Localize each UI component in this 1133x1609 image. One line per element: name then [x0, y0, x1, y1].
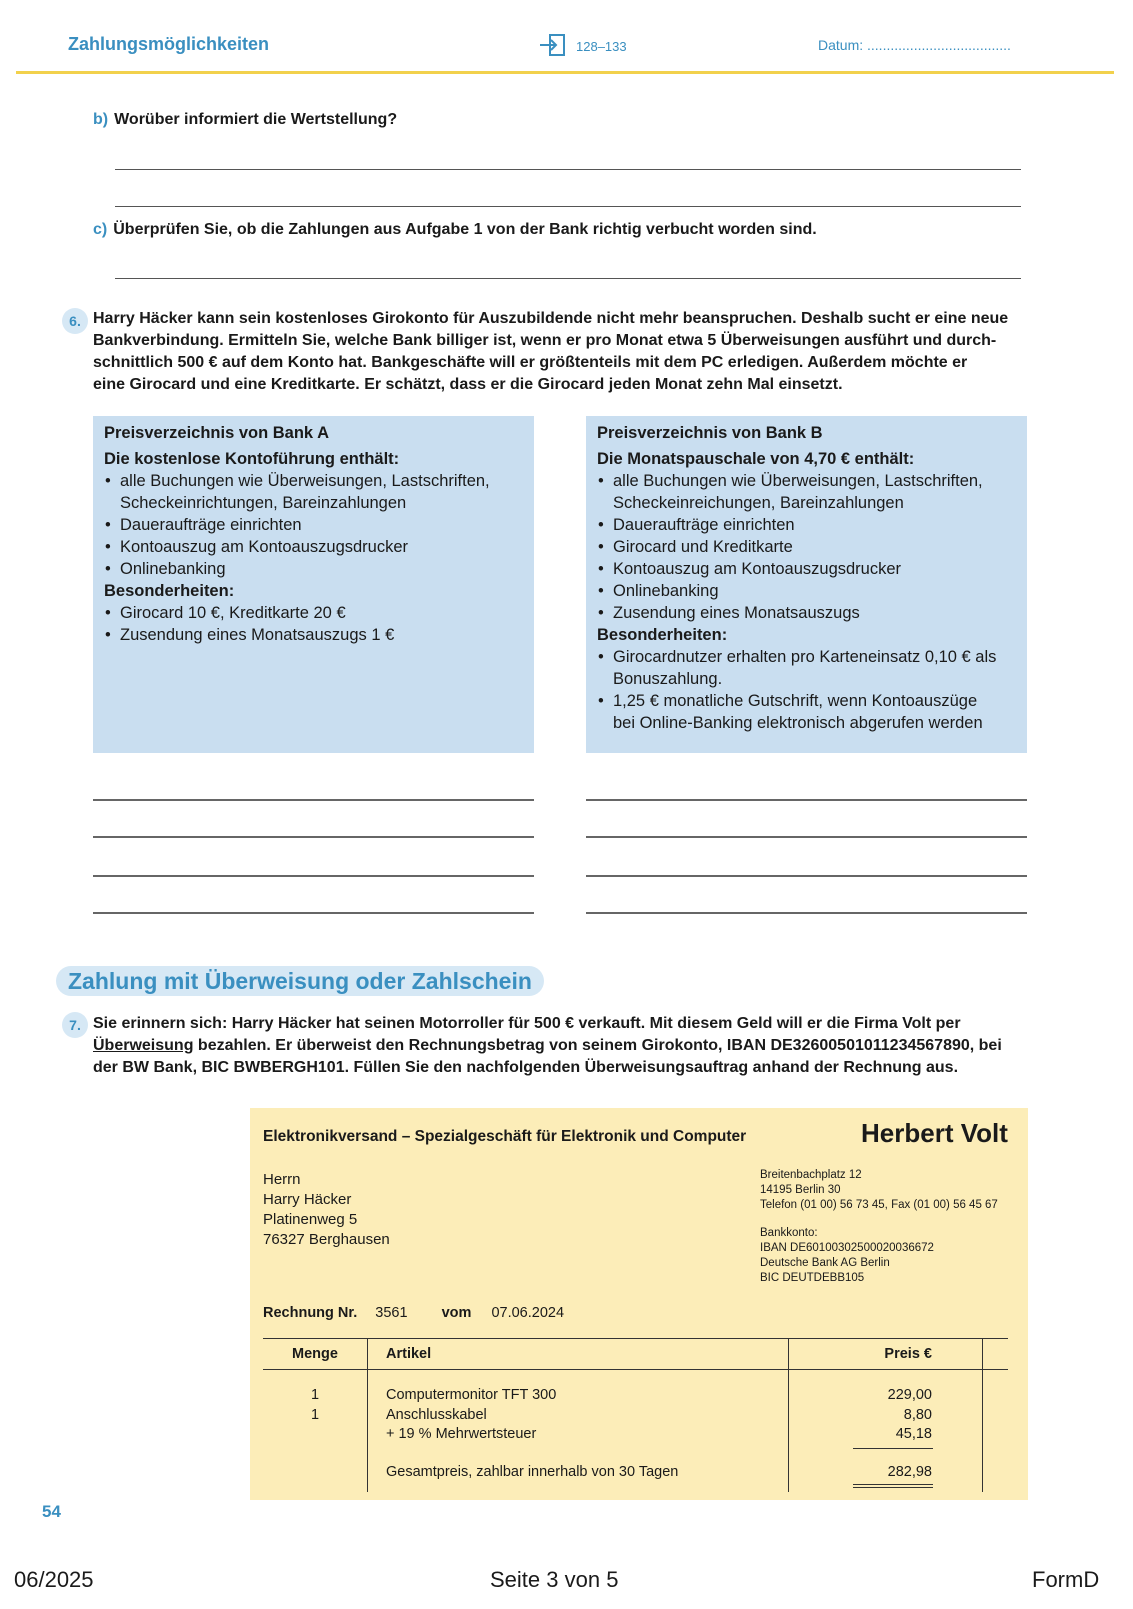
list-item: • 1,25 € monatliche Gutschrift, wenn Kontoauszüge bei Online-Banking elektronisch abgerufen werden [613, 690, 1016, 734]
task-6-line: Bankverbindung. Ermitteln Sie, welche Bank billiger ist, wenn er pro Monat etwa 5 Überweisungen ausführt und durch- [93, 332, 997, 349]
footer-page: Seite 3 von 5 [490, 1567, 619, 1592]
list-item: • Zusendung eines Monatsauszugs [613, 602, 1016, 624]
table-top-rule [263, 1338, 1008, 1339]
page-reference [538, 32, 627, 61]
bank-a-special-title: Besonderheiten: [104, 582, 235, 600]
bank-b-title: Preisverzeichnis von Bank B [597, 424, 823, 442]
task-7-line: der BW Bank, BIC BWBERGH101. Füllen Sie den nachfolgenden Überweisungsauftrag anhand der Rechnung aus. [93, 1059, 959, 1076]
invoice-date: 07.06.2024 [491, 1305, 565, 1321]
col-header-price: Preis € [884, 1346, 932, 1362]
col-header-qty: Menge [292, 1346, 338, 1362]
invoice-meta [263, 1305, 564, 1321]
answer-line[interactable] [115, 206, 1021, 207]
invoice-no-label: Rechnung Nr. [263, 1305, 358, 1321]
row-article: + 19 % Mehrwertsteuer [386, 1426, 537, 1442]
task-7-text [93, 1013, 1033, 1079]
bank-a-included-title: Die kostenlose Kontoführung enthält: [104, 450, 400, 468]
bank-b-included-title: Die Monatspauschale von 4,70 € enthält: [597, 450, 915, 468]
page-reference-text: 128–133 [576, 39, 627, 54]
invoice-company-name: Herbert Volt [861, 1118, 1008, 1148]
col-header-article: Artikel [386, 1346, 432, 1362]
total-label: Gesamtpreis, zahlbar innerhalb von 30 Tagen [386, 1464, 679, 1480]
task-7-line: Sie erinnern sich: Harry Häcker hat seinen Motorroller für 500 € verkauft. Mit diesem Geld will er die Firma Volt per [93, 1015, 961, 1032]
page-title: Zahlungsmöglichkeiten [68, 34, 270, 54]
subtotal-rule [853, 1448, 933, 1449]
row-qty: 1 [310, 1387, 320, 1403]
bank-a-price-list [93, 416, 534, 753]
table-col-divider [367, 1338, 368, 1492]
row-price: 229,00 [887, 1387, 932, 1403]
table-header-rule [263, 1369, 1008, 1370]
invoice [250, 1108, 1028, 1500]
invoice-date-label: vom [441, 1305, 472, 1321]
list-item: • Onlinebanking [613, 580, 1016, 602]
answer-line[interactable] [115, 278, 1021, 279]
task-b-question: Worüber informiert die Wertstellung? [114, 111, 398, 128]
table-col-divider [982, 1338, 983, 1492]
task-6-line: schnittlich 500 € auf dem Konto hat. Bankgeschäfte will er größtenteils mit dem PC erledigen. Außerdem möchte er [93, 354, 968, 371]
answer-line[interactable] [93, 799, 534, 801]
answer-line[interactable] [115, 169, 1021, 170]
answer-line[interactable] [93, 875, 534, 877]
answer-line[interactable] [586, 912, 1027, 914]
task-c [93, 221, 817, 239]
invoice-no: 3561 [375, 1305, 408, 1321]
task-7-line: Überweisung bezahlen. Er überweist den Rechnungsbetrag von seinem Girokonto, IBAN DE32600501011234567890, bei [93, 1037, 1002, 1054]
task-6-number: 6. [62, 308, 88, 334]
footer-form: FormD [1032, 1567, 1100, 1592]
task-6-line: eine Girocard und eine Kreditkarte. Er schätzt, dass er die Girocard jeden Monat zehn Mal einsetzt. [93, 376, 843, 393]
list-item: • Onlinebanking [120, 558, 523, 580]
answer-line[interactable] [586, 836, 1027, 838]
list-item: • alle Buchungen wie Überweisungen, Lastschriften, Scheckeinreichungen, Bareinzahlungen [613, 470, 1016, 514]
row-price: 8,80 [903, 1407, 932, 1423]
header-divider [16, 71, 1114, 74]
total-double-rule [853, 1484, 933, 1485]
footer-date: 06/2025 [14, 1567, 94, 1592]
list-item: • Zusendung eines Monatsauszugs 1 € [120, 624, 523, 646]
list-item: • Daueraufträge einrichten [120, 514, 523, 536]
invoice-company-line: Elektronikversand – Spezialgeschäft für Elektronik und Computer [263, 1128, 747, 1145]
invoice-recipient: Herrn Harry Häcker Platinenweg 5 76327 Berghausen [263, 1171, 390, 1248]
task-6-line: Harry Häcker kann sein kostenloses Girokonto für Auszubildende nicht mehr beanspruchen. Deshalb sucht er eine neue [93, 310, 1009, 327]
bank-b-price-list [586, 416, 1027, 753]
date-label: Datum: [818, 37, 864, 53]
date-field [818, 37, 1011, 53]
invoice-sender-address: Breitenbachplatz 12 14195 Berlin 30 Telefon (01 00) 56 73 45, Fax (01 00) 56 45 67 [760, 1169, 998, 1211]
task-b-label: b) [93, 111, 109, 128]
answer-line[interactable] [586, 875, 1027, 877]
row-article: Computermonitor TFT 300 [386, 1387, 557, 1403]
answer-line[interactable] [93, 836, 534, 838]
list-item: • alle Buchungen wie Überweisungen, Lastschriften, Scheckeinrichtungen, Bareinzahlungen [120, 470, 523, 514]
bank-a-included-list [104, 470, 523, 580]
row-article: Anschlusskabel [386, 1407, 487, 1423]
answer-line[interactable] [586, 799, 1027, 801]
total-double-rule [853, 1487, 933, 1488]
bank-a-title: Preisverzeichnis von Bank A [104, 424, 329, 442]
list-item: • Kontoauszug am Kontoauszugsdrucker [613, 558, 1016, 580]
list-item: • Girocard 10 €, Kreditkarte 20 € [120, 602, 523, 624]
list-item: • Daueraufträge einrichten [613, 514, 1016, 536]
bank-b-special-list [597, 646, 1016, 734]
row-qty: 1 [310, 1407, 320, 1423]
list-item: • Kontoauszug am Kontoauszugsdrucker [120, 536, 523, 558]
task-c-question: Überprüfen Sie, ob die Zahlungen aus Aufgabe 1 von der Bank richtig verbucht worden sind. [113, 221, 817, 238]
list-item: • Girocard und Kreditkarte [613, 536, 1016, 558]
table-col-divider [788, 1338, 789, 1492]
task-6-text [93, 308, 1033, 396]
task-b [93, 111, 397, 129]
row-price: 45,18 [895, 1426, 932, 1442]
bank-b-special-title: Besonderheiten: [597, 626, 728, 644]
invoice-bank-details: Bankkonto: IBAN DE60100302500020036672 Deutsche Bank AG Berlin BIC DEUTDEBB105 [760, 1227, 934, 1284]
task-7-number: 7. [62, 1012, 88, 1038]
section-heading: Zahlung mit Überweisung oder Zahlschein [56, 966, 544, 996]
total-value: 282,98 [887, 1464, 932, 1480]
bank-a-special-list [104, 602, 523, 646]
date-dots: ..................................... [867, 37, 1011, 53]
answer-line[interactable] [93, 912, 534, 914]
list-item: • Girocardnutzer erhalten pro Karteneinsatz 0,10 € als Bonuszahlung. [613, 646, 1016, 690]
task-c-label: c) [93, 221, 108, 238]
page-number: 54 [42, 1502, 61, 1521]
bank-b-included-list [597, 470, 1016, 624]
book-link-icon [538, 32, 568, 61]
